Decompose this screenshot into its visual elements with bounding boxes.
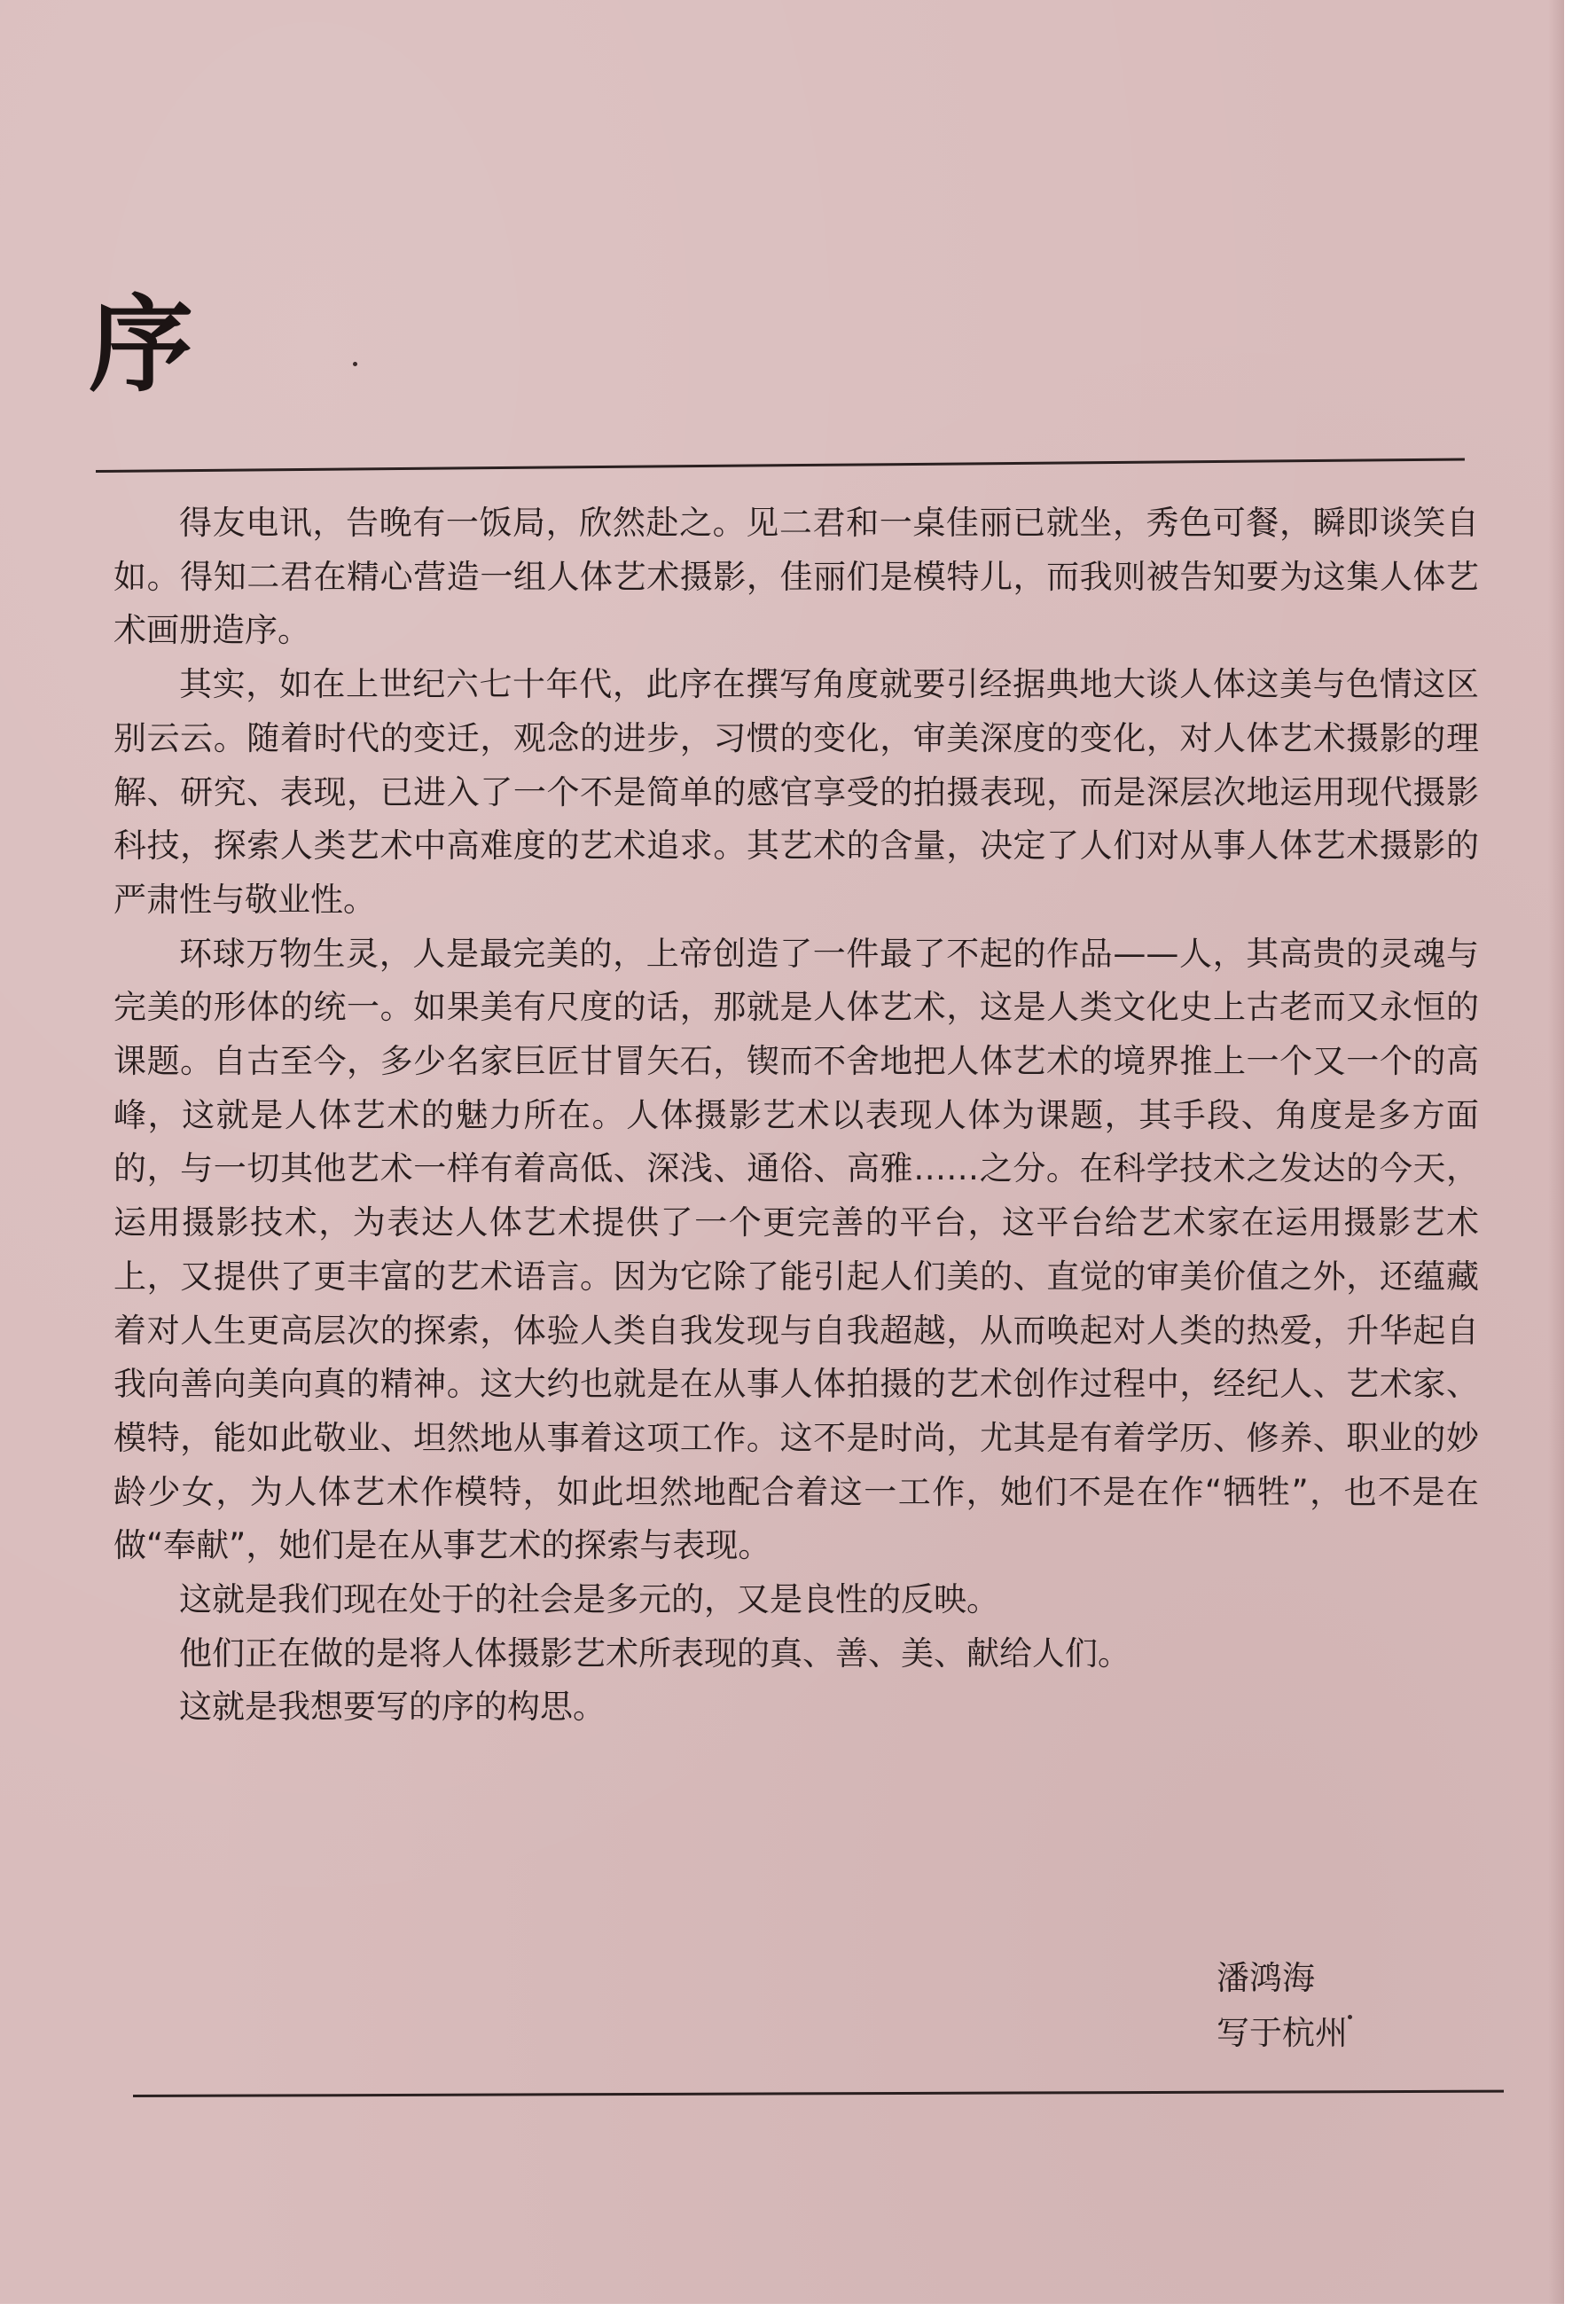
written-place: 写于杭州 [1217,2014,1348,2052]
preface-body [113,497,1479,1735]
page-edge-shadow [1548,0,1564,2304]
signature-block [1217,1951,1348,2061]
paragraph-6: 这就是我想要写的序的构思。 [179,1688,606,1727]
author-name: 潘鸿海 [1217,1959,1315,1997]
paragraph-2: 其实，如在上世纪六七十年代，此序在撰写角度就要引经据典地大谈人体这美与色情这区别云云。随着时代的变迁，观念的进步，习惯的变化，审美深度的变化，对人体艺术摄影的理解、研究、表现，已进入了一个不是简单的感官享受的拍摄表现，而是深层次地运用现代摄影科技，探索人类艺术中高难度的艺术追求。其艺术的含量，决定了人们对从事人体艺术摄影的严肃性与敬业性。 [113,665,1479,919]
paragraph-5: 他们正在做的是将人体摄影艺术所表现的真、善、美、献给人们。 [179,1633,1130,1673]
bottom-divider [133,2090,1504,2097]
paragraph-3: 环球万物生灵，人是最完美的，上帝创造了一件最了不起的作品——人，其高贵的灵魂与完美的形体的统一。如果美有尺度的话，那就是人体艺术，这是人类文化史上古老而又永恒的课题。自古至今，多少名家巨匠甘冒矢石，锲而不舍地把人体艺术的境界推上一个又一个的高峰，这就是人体艺术的魅力所在。人体摄影艺术以表现人体为课题，其手段、角度是多方面的，与一切其他艺术一样有着高低、深浅、通俗、高雅……之分。在科学技术之发达的今天，运用摄影技术，为表达人体艺术提供了一个更完善的平台，这平台给艺术家在运用摄影艺术上，又提供了更丰富的艺术语言。因为它除了能引起人们美的、直觉的审美价值之外，还蕴藏着对人生更高层次的探索，体验人类自我发现与自我超越，从而唤起对人类的热爱，升华起自我向善向美向真的精神。这大约也就是在从事人体拍摄的艺术创作过程中，经纪人、艺术家、模特，能如此敬业、坦然地从事着这项工作。这不是时尚，尤其是有着学历、修养、职业的妙龄少女，为人体艺术作模特，如此坦然地配合着这一工作，她们不是在作“牺牲”，也不是在做“奉献”，她们是在从事艺术的探索与表现。 [113,934,1479,1565]
top-divider [96,458,1465,473]
scan-speck [1348,2015,1352,2019]
paragraph-4: 这就是我们现在处于的社会是多元的，又是良性的反映。 [179,1580,999,1619]
scan-speck [353,362,357,366]
page-title: 序 [89,283,194,406]
paragraph-1: 得友电讯，告晚有一饭局，欣然赴之。见二君和一桌佳丽已就坐，秀色可餐，瞬即谈笑自如。得知二君在精心营造一组人体艺术摄影，佳丽们是模特儿，而我则被告知要为这集人体艺术画册造序。 [113,504,1479,650]
